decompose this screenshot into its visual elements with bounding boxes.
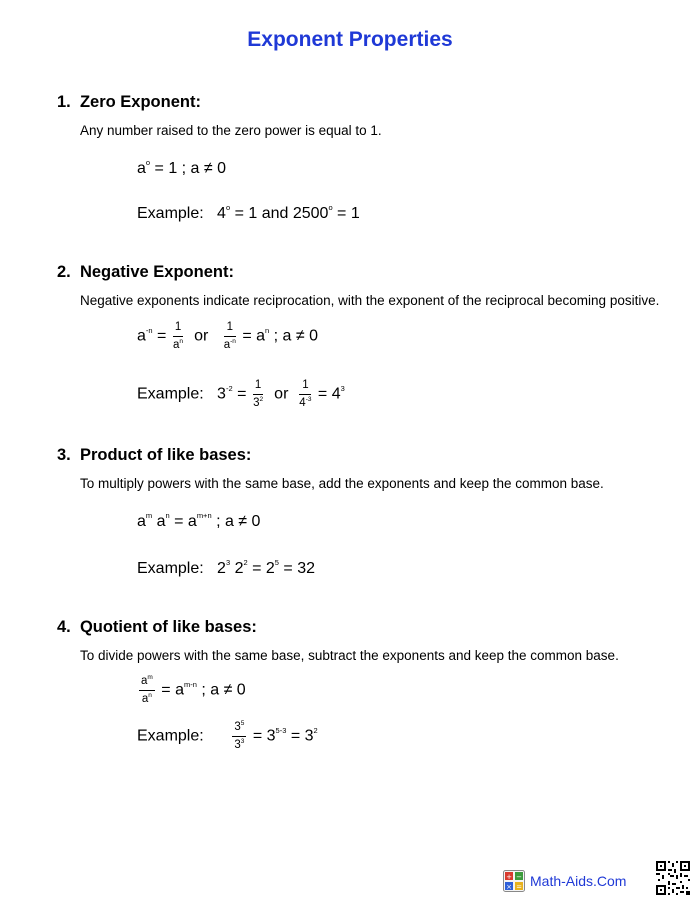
negative-exponent-example: Example: $3^{-2}$ = $\frac{1}{3^2}$ or $\frac{1}{4^{-3}}$ = $4^3$	[137, 379, 345, 409]
calculator-icon	[503, 870, 525, 897]
svg-text:+: +	[506, 873, 512, 881]
qr-code-icon	[655, 860, 691, 901]
svg-text:=: =	[516, 883, 522, 891]
quotient-rule: $\frac{a^m}{a^n}$ = $a^{m-n}$ ; a ≠ 0	[141, 674, 246, 705]
fraction: $\frac{1}{a^n}$	[173, 321, 184, 351]
fraction: $\frac{1}{4^{-3}}$	[299, 379, 312, 409]
section-2-heading: 2. Negative Exponent:	[57, 263, 234, 281]
svg-text:−: −	[516, 873, 522, 881]
svg-text:×: ×	[506, 883, 512, 891]
negative-exponent-rule: $a^{-n}$ = $\frac{1}{a^n}$ or $\frac{1}{a^{-n}}$ = $a^n$ ; a ≠ 0	[137, 321, 319, 351]
section-3-heading: 3. Product of like bases:	[57, 446, 252, 464]
fraction: $\frac{1}{a^{-n}}$	[223, 321, 236, 351]
section-2-description: Negative exponents indicate reciprocation, with the exponent of the reciprocal becoming positive.	[80, 293, 660, 308]
section-3-description: To multiply powers with the same base, add the exponents and keep the common base.	[80, 476, 604, 491]
zero-exponent-example: Example: $4^o = 1$ and $2500^o = 1$	[137, 203, 360, 222]
zero-exponent-rule: $a^o = 1$ ; a ≠ 0	[137, 158, 227, 177]
fraction: $\frac{a^m}{a^n}$	[141, 674, 153, 705]
quotient-example: Example: $\frac{3^5}{3^3}$ = $3^{5-3} = 3^2$	[137, 720, 318, 751]
product-example: Example: $2^3$ $2^2 = 2^5 = 32$	[137, 558, 315, 577]
page-title: Exponent Properties	[247, 28, 453, 51]
section-1-heading: 1. Zero Exponent:	[57, 93, 201, 111]
section-1-description: Any number raised to the zero power is equal to 1.	[80, 123, 382, 138]
product-rule: $a^m$ $a^n = a^{m+n}$ ; a ≠ 0	[137, 511, 261, 530]
brand-name: Math-Aids.Com	[530, 873, 627, 889]
section-4-heading: 4. Quotient of like bases:	[57, 618, 257, 636]
fraction: $\frac{1}{3^2}$	[253, 379, 264, 409]
section-4-description: To divide powers with the same base, subtract the exponents and keep the common base.	[80, 648, 619, 663]
fraction: $\frac{3^5}{3^3}$	[234, 720, 245, 751]
